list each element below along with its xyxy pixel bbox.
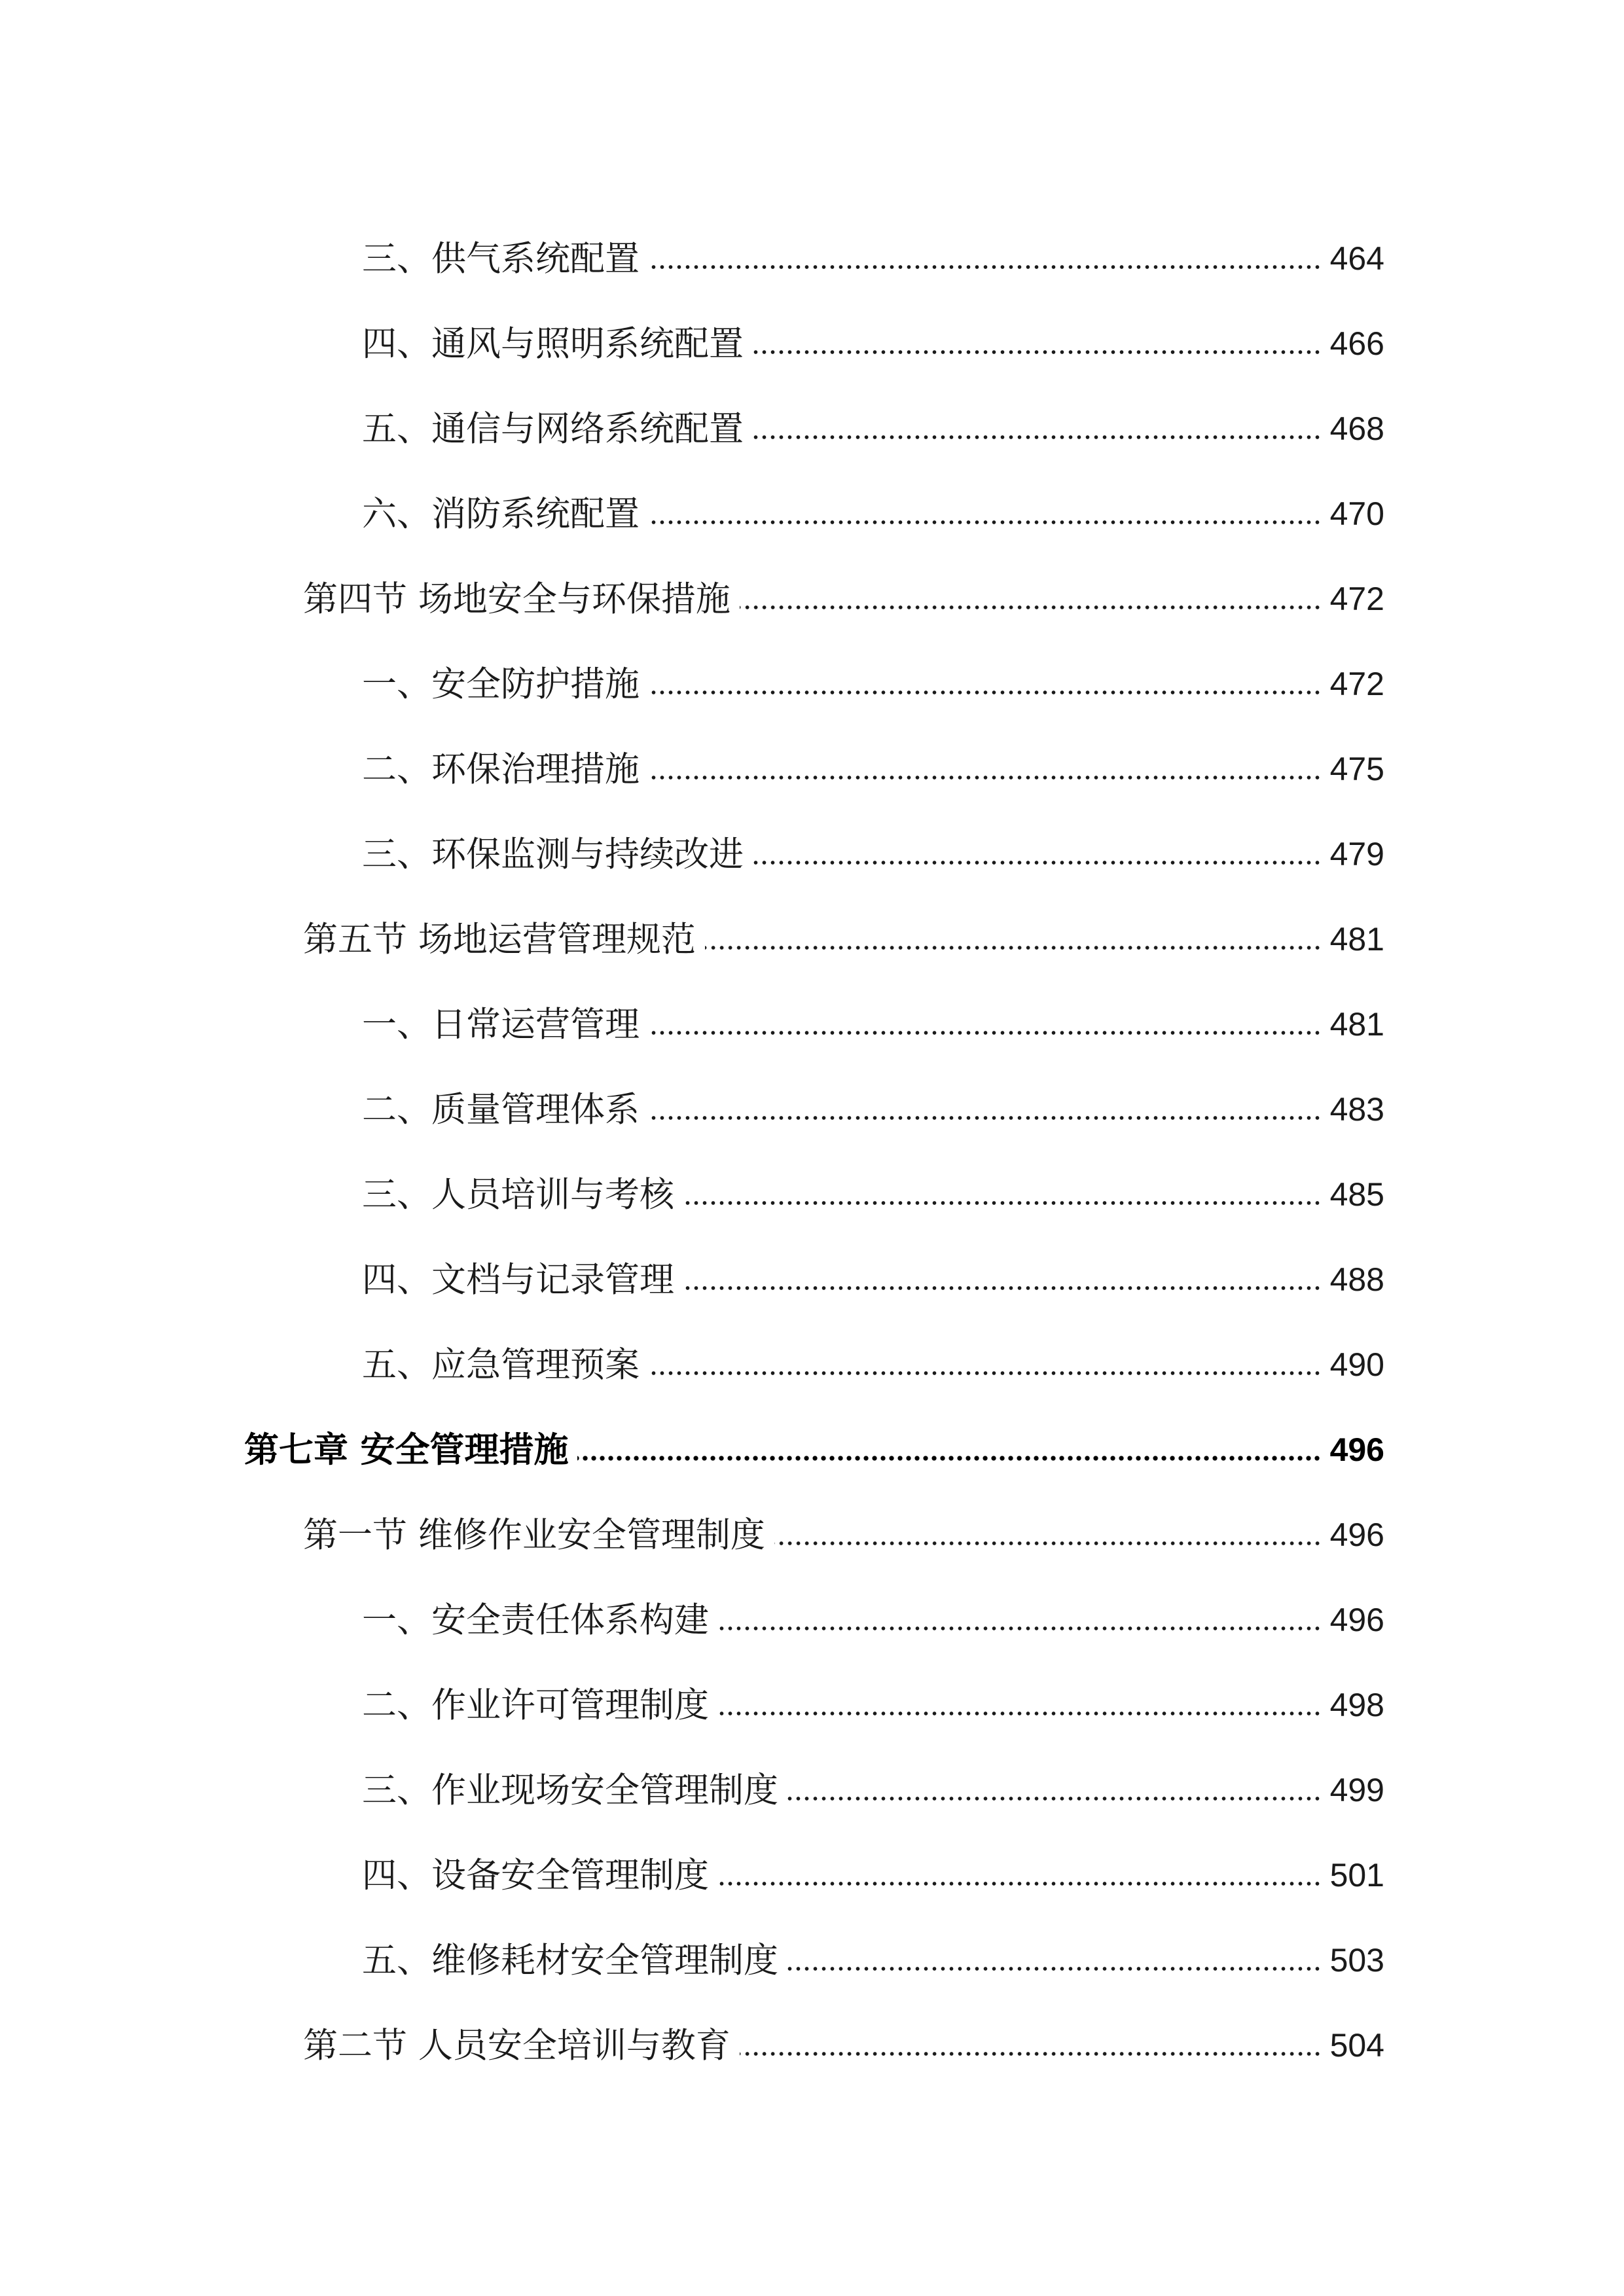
toc-entry-page: 483 (1329, 1091, 1384, 1128)
toc-entry-chapter[interactable] (0, 1407, 1624, 1492)
toc-entry-page: 490 (1329, 1346, 1384, 1383)
dot-leader (740, 2051, 1322, 2056)
toc-entry-page: 498 (1329, 1687, 1384, 1723)
toc-entry-page: 475 (1329, 751, 1384, 787)
dot-leader (577, 1456, 1322, 1461)
toc-entry-page: 501 (1329, 1857, 1384, 1893)
toc-entry[interactable] (0, 1833, 1624, 1918)
toc-entry-title: 第一节 维修作业安全管理制度 (303, 1515, 765, 1555)
toc-entry-title: 四、设备安全管理制度 (362, 1855, 709, 1895)
dot-leader (649, 690, 1322, 695)
toc-entry-page: 496 (1329, 1602, 1384, 1638)
toc-entry[interactable] (0, 1322, 1624, 1407)
dot-leader (649, 775, 1322, 780)
toc-entry-title: 三、供气系统配置 (362, 238, 640, 279)
toc-entry[interactable] (0, 216, 1624, 301)
dot-leader (683, 1285, 1322, 1291)
toc-entry-section[interactable] (0, 2003, 1624, 2088)
dot-leader (753, 860, 1322, 865)
toc-entry-section[interactable] (0, 1492, 1624, 1577)
toc-entry[interactable] (0, 1748, 1624, 1833)
dot-leader (753, 350, 1322, 355)
dot-leader (718, 1881, 1322, 1886)
toc-entry[interactable] (0, 1237, 1624, 1322)
toc-entry-title: 三、作业现场安全管理制度 (362, 1770, 778, 1810)
dot-leader (787, 1966, 1322, 1971)
toc-entry-page: 470 (1329, 495, 1384, 532)
dot-leader (718, 1711, 1322, 1716)
toc-entry-title: 第二节 人员安全培训与教育 (303, 2025, 731, 2066)
toc-entry[interactable] (0, 1662, 1624, 1748)
toc-entry-title: 二、质量管理体系 (362, 1089, 640, 1130)
toc-entry[interactable] (0, 1067, 1624, 1152)
dot-leader (753, 435, 1322, 440)
table-of-contents (0, 216, 1624, 2088)
toc-entry-title: 三、人员培训与考核 (362, 1174, 674, 1215)
toc-entry[interactable] (0, 1918, 1624, 2003)
toc-entry-page: 464 (1329, 240, 1384, 277)
dot-leader (649, 1115, 1322, 1121)
toc-entry-title: 六、消防系统配置 (362, 493, 640, 534)
toc-entry-page: 472 (1329, 666, 1384, 702)
toc-entry-title: 五、维修耗材安全管理制度 (362, 1940, 778, 1981)
toc-entry[interactable] (0, 1577, 1624, 1662)
dot-leader (787, 1796, 1322, 1801)
dot-leader (649, 1030, 1322, 1035)
toc-entry-page: 496 (1329, 1516, 1384, 1553)
toc-entry[interactable] (0, 641, 1624, 726)
dot-leader (649, 520, 1322, 525)
dot-leader (649, 1371, 1322, 1376)
toc-entry[interactable] (0, 982, 1624, 1067)
toc-entry-page: 499 (1329, 1772, 1384, 1808)
toc-entry-title: 第五节 场地运营管理规范 (303, 919, 696, 960)
toc-entry[interactable] (0, 812, 1624, 897)
toc-entry[interactable] (0, 1152, 1624, 1237)
toc-entry[interactable] (0, 386, 1624, 471)
toc-entry-title: 一、安全防护措施 (362, 664, 640, 704)
toc-entry[interactable] (0, 471, 1624, 556)
toc-entry-title: 四、文档与记录管理 (362, 1259, 674, 1300)
dot-leader (649, 264, 1322, 270)
toc-entry-title: 五、应急管理预案 (362, 1344, 640, 1385)
toc-entry-page: 504 (1329, 2027, 1384, 2064)
toc-entry-title: 第四节 场地安全与环保措施 (303, 579, 731, 619)
toc-entry-section[interactable] (0, 556, 1624, 641)
toc-entry-page: 481 (1329, 921, 1384, 958)
toc-entry-title: 一、日常运营管理 (362, 1004, 640, 1045)
toc-entry-title: 五、通信与网络系统配置 (362, 408, 744, 449)
toc-entry-page: 481 (1329, 1006, 1384, 1043)
toc-entry[interactable] (0, 726, 1624, 812)
toc-entry[interactable] (0, 301, 1624, 386)
toc-entry-section[interactable] (0, 897, 1624, 982)
toc-entry-page: 496 (1329, 1431, 1384, 1468)
toc-entry-page: 466 (1329, 325, 1384, 362)
toc-entry-title: 一、安全责任体系构建 (362, 1600, 709, 1640)
toc-entry-page: 488 (1329, 1261, 1384, 1298)
toc-entry-page: 485 (1329, 1176, 1384, 1213)
dot-leader (718, 1626, 1322, 1631)
toc-entry-title: 三、环保监测与持续改进 (362, 834, 744, 874)
dot-leader (683, 1200, 1322, 1206)
toc-entry-title: 第七章 安全管理措施 (244, 1429, 569, 1470)
toc-entry-page: 503 (1329, 1942, 1384, 1979)
toc-entry-page: 472 (1329, 581, 1384, 617)
dot-leader (705, 945, 1322, 950)
toc-entry-title: 二、作业许可管理制度 (362, 1685, 709, 1725)
toc-entry-page: 479 (1329, 836, 1384, 872)
dot-leader (774, 1541, 1322, 1546)
toc-entry-title: 二、环保治理措施 (362, 749, 640, 789)
toc-entry-page: 468 (1329, 410, 1384, 447)
toc-entry-title: 四、通风与照明系统配置 (362, 323, 744, 364)
dot-leader (740, 605, 1322, 610)
